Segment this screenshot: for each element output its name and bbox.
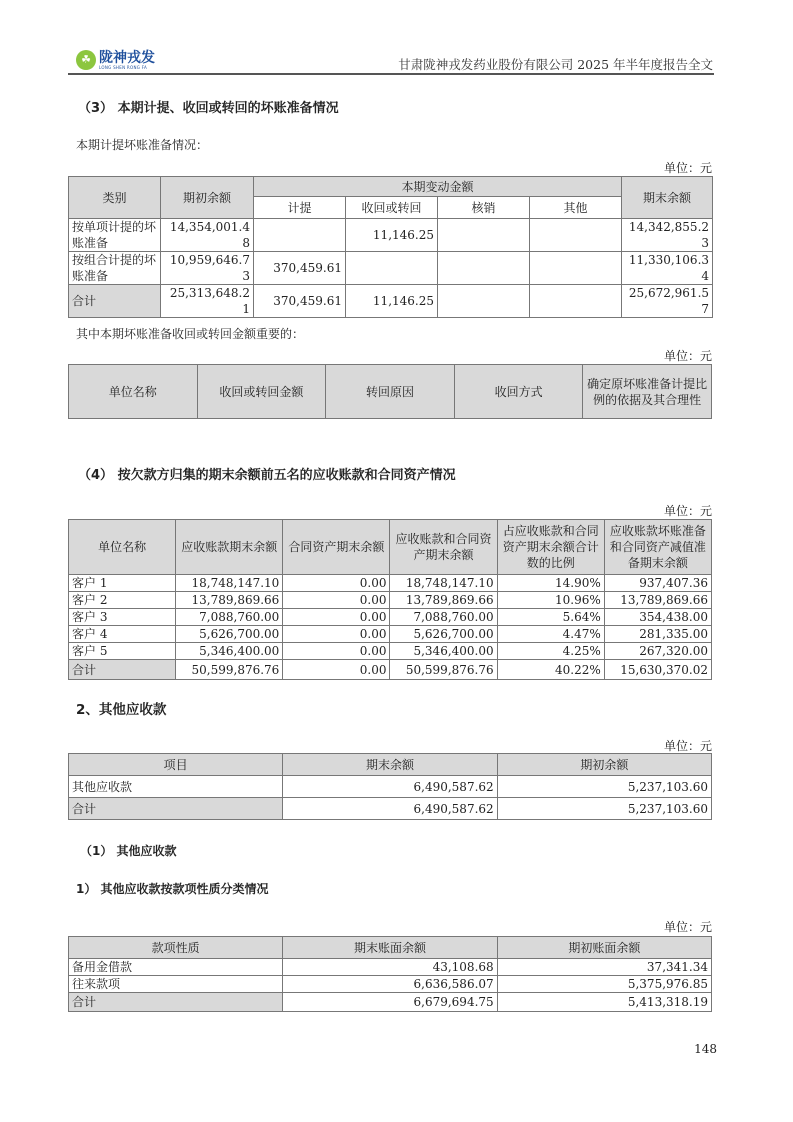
recovered-provision-table [68,364,712,419]
section-title: （3） 本期计提、收回或转回的坏账准备情况 [78,101,339,116]
table-cell: 6,490,587.62 [283,798,497,820]
unit-label: 单位：元 [663,349,712,363]
table-cell: 15,630,370.02 [604,660,711,680]
table-cell: 11,330,106.34 [622,252,713,285]
section-title: 2、其他应收款 [76,702,167,718]
header-cell: 收回方式 [454,365,583,419]
table-cell: 合计 [69,993,283,1012]
table-row [69,959,712,976]
table-cell: 客户 3 [69,609,176,626]
subsection-title: （1） 其他应收款 [80,844,177,858]
other-receivables-by-nature-table [68,936,712,1012]
table-cell: 客户 4 [69,626,176,643]
table-cell: 50,599,876.76 [176,660,283,680]
header-cell: 单位名称 [69,520,176,575]
table-cell: 5,237,103.60 [497,798,711,820]
table-cell: 4.47% [497,626,604,643]
table-cell: 0.00 [283,592,390,609]
table-cell [438,219,530,252]
table-cell: 5,346,400.00 [390,643,497,660]
table-cell: 6,679,694.75 [283,993,497,1012]
header-cell: 占应收账款和合同资产期末余额合计数的比例 [497,520,604,575]
table-cell: 客户 5 [69,643,176,660]
intro-text: 其中本期坏账准备收回或转回金额重要的： [76,327,305,341]
header-cell: 核销 [438,197,530,219]
table-row [69,252,713,285]
table-cell [254,219,346,252]
header-cell: 期初账面余额 [497,937,711,959]
table-cell: 往来款项 [69,976,283,993]
table-row [69,609,712,626]
header-cell: 应收账款期末余额 [176,520,283,575]
table-cell [530,219,622,252]
table-cell: 5.64% [497,609,604,626]
table-cell: 5,626,700.00 [176,626,283,643]
header-cell: 本期变动金额 [254,177,622,197]
header-cell: 期初余额 [161,177,254,219]
unit-label: 单位：元 [663,920,712,934]
table-cell: 按组合计提的坏账准备 [69,252,161,285]
header-cell: 收回或转回金额 [197,365,326,419]
table-cell: 37,341.34 [497,959,711,976]
table-cell [438,285,530,318]
table-cell: 14,342,855.23 [622,219,713,252]
header-divider [68,73,714,75]
unit-label: 单位：元 [663,161,712,175]
table-cell: 13,789,869.66 [390,592,497,609]
section-title: （4） 按欠款方归集的期末余额前五名的应收账款和合同资产情况 [78,468,456,483]
table-row [69,575,712,592]
table-cell: 其他应收款 [69,776,283,798]
page-number: 148 [694,1042,717,1056]
header-cell: 确定原坏账准备计提比例的依据及其合理性 [583,365,712,419]
header-cell: 合同资产期末余额 [283,520,390,575]
intro-text: 本期计提坏账准备情况： [76,138,209,152]
table-cell: 354,438.00 [604,609,711,626]
table-cell: 合计 [69,660,176,680]
header-cell: 转回原因 [326,365,455,419]
header-cell: 款项性质 [69,937,283,959]
table-cell: 13,789,869.66 [604,592,711,609]
table-cell: 4.25% [497,643,604,660]
table-cell: 370,459.61 [254,285,346,318]
table-cell: 7,088,760.00 [176,609,283,626]
table-cell: 客户 2 [69,592,176,609]
header-cell: 应收账款和合同资产期末余额 [390,520,497,575]
header-cell: 计提 [254,197,346,219]
top-five-debtors-table [68,519,712,680]
header-cell: 项目 [69,754,283,776]
table-cell: 267,320.00 [604,643,711,660]
table-cell: 281,335.00 [604,626,711,643]
table-cell [530,285,622,318]
table-cell: 按单项计提的坏账准备 [69,219,161,252]
table-cell: 5,346,400.00 [176,643,283,660]
table-row [69,976,712,993]
table-cell: 合计 [69,285,161,318]
bad-debt-provision-table [68,176,713,318]
table-cell: 13,789,869.66 [176,592,283,609]
table-cell: 14,354,001.48 [161,219,254,252]
table-cell: 11,146.25 [346,285,438,318]
table-cell: 0.00 [283,660,390,680]
table-cell: 370,459.61 [254,252,346,285]
header-cell: 期初余额 [497,754,711,776]
table-row [69,285,713,318]
table-cell: 备用金借款 [69,959,283,976]
table-cell: 5,413,318.19 [497,993,711,1012]
table-cell: 50,599,876.76 [390,660,497,680]
table-cell: 11,146.25 [346,219,438,252]
table-cell: 0.00 [283,626,390,643]
other-receivables-table [68,753,712,820]
table-row [69,592,712,609]
table-cell: 25,672,961.57 [622,285,713,318]
table-cell: 0.00 [283,643,390,660]
table-cell: 6,636,586.07 [283,976,497,993]
table-row [69,626,712,643]
table-cell [346,252,438,285]
unit-label: 单位：元 [663,504,712,518]
table-cell: 5,626,700.00 [390,626,497,643]
table-cell: 合计 [69,798,283,820]
table-cell: 0.00 [283,609,390,626]
company-logo: ☘ 陇神戎发 LONG SHEN RONG FA [76,50,155,70]
header-cell: 单位名称 [69,365,198,419]
table-row [69,776,712,798]
table-row [69,993,712,1012]
table-row [69,219,713,252]
logo-icon: ☘ [76,50,96,70]
table-cell: 6,490,587.62 [283,776,497,798]
table-cell: 客户 1 [69,575,176,592]
table-cell: 7,088,760.00 [390,609,497,626]
table-cell: 10,959,646.73 [161,252,254,285]
header-cell: 期末账面余额 [283,937,497,959]
unit-label: 单位：元 [663,739,712,753]
table-cell: 40.22% [497,660,604,680]
table-cell [530,252,622,285]
subsection-title: 1） 其他应收款按款项性质分类情况 [76,882,269,896]
table-cell: 14.90% [497,575,604,592]
table-cell: 18,748,147.10 [176,575,283,592]
table-row [69,798,712,820]
header-cell: 收回或转回 [346,197,438,219]
table-row [69,643,712,660]
header-cell: 期末余额 [622,177,713,219]
document-title: 甘肃陇神戎发药业股份有限公司 2025 年半年度报告全文 [398,57,713,72]
table-cell: 0.00 [283,575,390,592]
table-cell: 25,313,648.21 [161,285,254,318]
table-cell [438,252,530,285]
table-row [69,660,712,680]
header-cell: 类别 [69,177,161,219]
table-cell: 937,407.36 [604,575,711,592]
table-cell: 5,375,976.85 [497,976,711,993]
header-cell: 应收账款坏账准备和合同资产减值准备期末余额 [604,520,711,575]
table-cell: 43,108.68 [283,959,497,976]
header-cell: 其他 [530,197,622,219]
table-cell: 5,237,103.60 [497,776,711,798]
table-cell: 18,748,147.10 [390,575,497,592]
header-cell: 期末余额 [283,754,497,776]
table-cell: 10.96% [497,592,604,609]
